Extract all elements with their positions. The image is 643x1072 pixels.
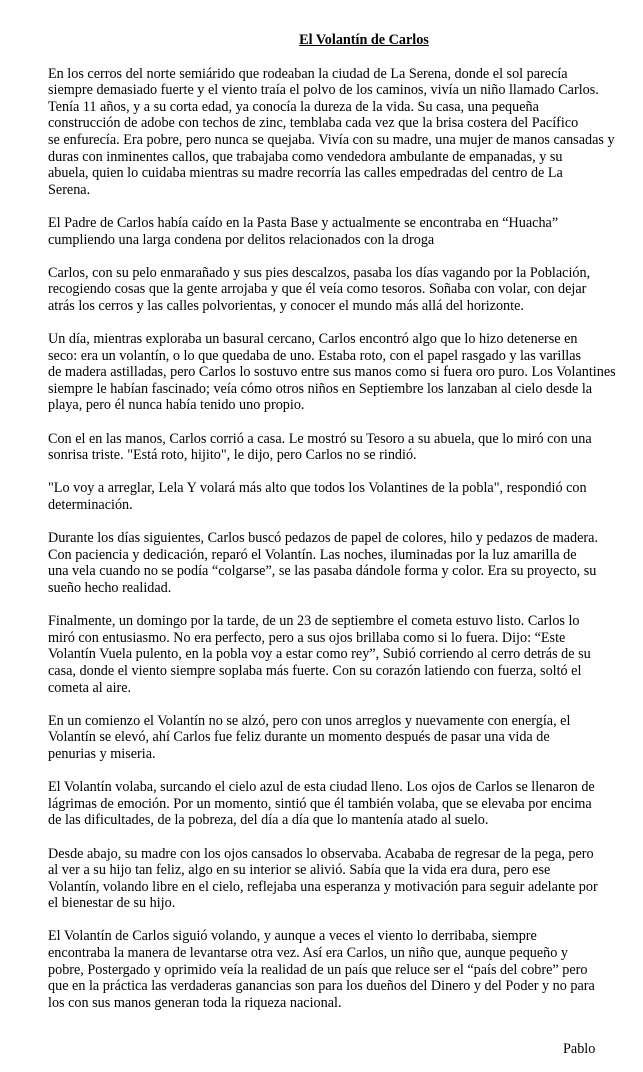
text-line: construcción de adobe con techos de zinc, temblaba cada vez que la brisa costera del Pacífico — [48, 115, 579, 132]
text-line: encontraba la manera de levantarse otra vez. Así era Carlos, un niño que, aunque pequeño y — [48, 945, 569, 962]
text-line: Un día, mientras exploraba un basural cercano, Carlos encontró algo que lo hizo detenerse en — [48, 331, 578, 348]
paragraph — [48, 431, 620, 464]
paragraph — [48, 215, 620, 248]
text-line: El Volantín de Carlos siguió volando, y aunque a veces el viento lo derribaba, siempre — [48, 928, 537, 945]
text-line: el bienestar de su hijo. — [48, 895, 176, 912]
text-line: Con el en las manos, Carlos corrió a casa. Le mostró su Tesoro a su abuela, que lo miró con una — [48, 430, 592, 447]
text-line: "Lo voy a arreglar, Lela Y volará más alto que todos los Volantines de la pobla", respondió con — [48, 480, 587, 497]
text-line: El Padre de Carlos había caído en la Pasta Base y actualmente se encontraba en “Huacha” — [48, 214, 559, 231]
text-line: duras con inminentes callos, que trabajaba como vendedora ambulante de empanadas, y su — [48, 148, 563, 165]
text-line: se enfurecía. Era pobre, pero nunca se quejaba. Vivía con su madre, una mujer de manos cansadas y — [48, 131, 615, 148]
paragraph — [48, 331, 620, 414]
paragraph — [48, 613, 620, 696]
text-line: seco: era un volantín, o lo que quedaba de uno. Estaba roto, con el papel rasgado y las varillas — [48, 347, 582, 364]
text-line: de madera astilladas, pero Carlos lo sostuvo entre sus manos como si fuera oro puro. Los Volantines — [48, 364, 616, 381]
text-line: que en la práctica las verdaderas ganancias son para los dueños del Dinero y del Poder y no para — [48, 978, 595, 995]
document-body — [48, 32, 620, 1028]
paragraph — [48, 265, 620, 315]
paragraph — [48, 480, 620, 513]
document-title: El Volantín de Carlos — [299, 32, 429, 48]
paragraph — [48, 779, 620, 829]
text-line: de las dificultades, de la pobreza, del día a día que lo mantenía atado al suelo. — [48, 812, 489, 829]
text-line: Tenía 11 años, y a su corta edad, ya conocía la dureza de la vida. Su casa, una pequeña — [48, 98, 539, 115]
text-line: playa, pero él nunca había tenido uno propio. — [48, 397, 305, 414]
text-line: sueño hecho realidad. — [48, 580, 172, 596]
paragraph — [48, 928, 620, 1011]
text-line: atrás los cerros y las calles polvorientas, y conocer el mundo más allá del horizonte. — [48, 297, 524, 314]
text-line: cometa al aire. — [48, 679, 132, 696]
text-line: siempre demasiado fuerte y el viento traía el polvo de los caminos, vivía un niño llamado Carlos. — [48, 82, 599, 99]
text-line: recogiendo cosas que la gente arrojaba y que él veía como tesoros. Soñaba con volar, con dejar — [48, 281, 587, 298]
paragraph — [48, 530, 620, 596]
text-line: Finalmente, un domingo por la tarde, de un 23 de septiembre el cometa estuvo listo. Carlos lo — [48, 613, 580, 630]
text-line: Carlos, con su pelo enmarañado y sus pies descalzos, pasaba los días vagando por la Población, — [48, 264, 591, 281]
text-line: los con sus manos generan toda la riqueza nacional. — [48, 994, 342, 1011]
text-line: Volantín, volando libre en el cielo, reflejaba una esperanza y motivación para seguir adelante por — [48, 878, 598, 895]
paragraph — [48, 66, 620, 199]
text-line: Volantín se elevó, ahí Carlos fue feliz durante un momento después de pasar una vida de — [48, 729, 550, 746]
signature: Pablo — [563, 1041, 596, 1057]
paragraph — [48, 713, 620, 763]
text-line: al ver a su hijo tan feliz, algo en su interior se alivió. Sabía que la vida era dura, pero ese — [48, 862, 551, 879]
text-line: pobre, Postergado y oprimido veía la realidad de un país que reluce ser el “país del cobre” pero — [48, 961, 588, 978]
paragraph-container — [48, 66, 620, 1012]
text-line: penurias y miseria. — [48, 745, 156, 762]
text-line: determinación. — [48, 497, 133, 514]
text-line: En un comienzo el Volantín no se alzó, pero con unos arreglos y nuevamente con energía, el — [48, 712, 571, 729]
text-line: En los cerros del norte semiárido que rodeaban la ciudad de La Serena, donde el sol parecía — [48, 65, 568, 82]
text-line: casa, donde el viento siempre soplaba más fuerte. Con su corazón latiendo con fuerza, soltó el — [48, 662, 582, 679]
text-line: cumpliendo una larga condena por delitos relacionados con la droga — [48, 231, 435, 248]
text-line: una vela cuando no se podía “colgarse”, se las pasaba dándole forma y color. Era su proyecto, su — [48, 563, 597, 580]
text-line: Desde abajo, su madre con los ojos cansados lo observaba. Acababa de regresar de la pega, pero — [48, 845, 594, 862]
text-line: Durante los días siguientes, Carlos buscó pedazos de papel de colores, hilo y pedazos de madera. — [48, 530, 598, 547]
paragraph — [48, 846, 620, 912]
text-line: El Volantín volaba, surcando el cielo azul de esta ciudad lleno. Los ojos de Carlos se llenaron de — [48, 779, 595, 796]
text-line: Serena. — [48, 181, 91, 198]
text-line: Con paciencia y dedicación, reparó el Volantín. Las noches, iluminadas por la luz amarilla de — [48, 546, 577, 563]
text-line: Volantín Vuela pulento, en la pobla voy a estar como rey”, Subió corriendo al cerro detrás de su — [48, 646, 591, 663]
text-line: abuela, quien lo cuidaba mientras su madre recorría las calles empedradas del centro de La — [48, 165, 563, 182]
text-line: sonrisa triste. "Está roto, hijito", le dijo, pero Carlos no se rindió. — [48, 447, 417, 464]
text-line: lágrimas de emoción. Por un momento, sintió que él también volaba, que se elevaba por encima — [48, 795, 592, 812]
text-line: siempre le habían fascinado; veía cómo otros niños en Septiembre los lanzaban al cielo desde la — [48, 380, 593, 397]
text-line: miró con entusiasmo. No era perfecto, pero a sus ojos brillaba como si lo fuera. Dijo: “Este — [48, 629, 566, 646]
